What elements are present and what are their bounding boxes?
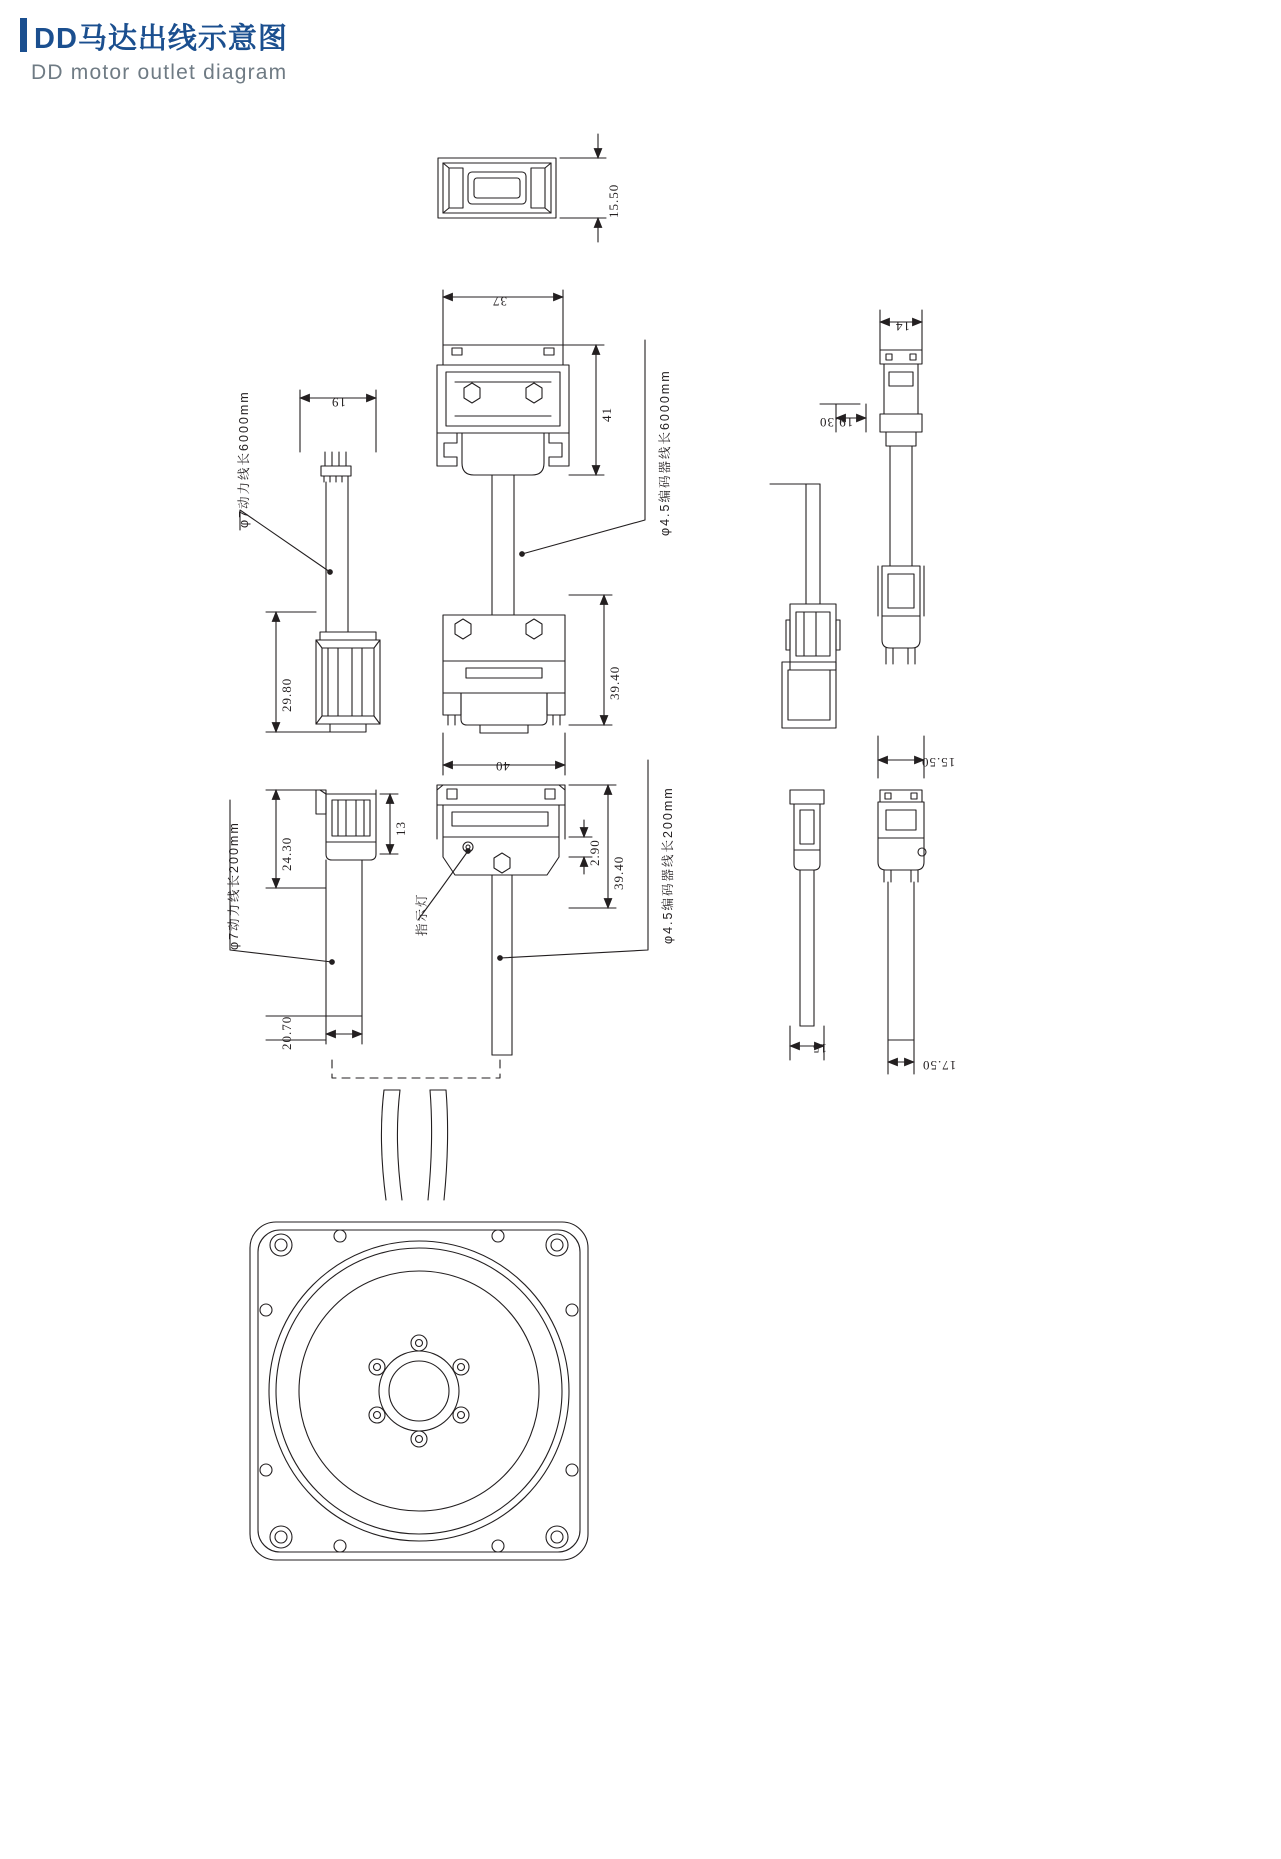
dim-label-19: 19	[331, 395, 346, 410]
dim-label-40: 40	[495, 759, 510, 774]
power-connector-bottom-view	[316, 790, 376, 1016]
dim-17-50	[888, 1040, 914, 1074]
dim-24-30	[266, 790, 326, 888]
motor-connection-dashed	[332, 1060, 500, 1078]
dim-label-20-70: 20.70	[279, 1015, 294, 1050]
encoder-connector-top-view	[437, 345, 569, 595]
encoder-connector-bottom-view	[437, 785, 565, 1055]
page-subtitle: DD motor outlet diagram	[31, 61, 288, 84]
dim-label-29-80: 29.80	[279, 677, 294, 712]
right-encoder-connector-bottom	[878, 790, 926, 1040]
dim-label-15-50-right: 15.50	[921, 755, 956, 770]
callout-indicator-lamp: 指示灯	[415, 892, 429, 936]
power-connector-top-view	[316, 452, 380, 732]
encoder-connector-mid-view	[443, 595, 565, 733]
dim-label-19-30: 19.30	[819, 415, 854, 430]
motor-face-view	[250, 1222, 588, 1560]
right-encoder-connector-top	[878, 350, 924, 664]
dim-label-14: 14	[895, 319, 910, 334]
dim-label-39-40-upper: 39.40	[607, 665, 622, 700]
dim-label-17-50: 17.50	[922, 1058, 957, 1073]
page-title: DD马达出线示意图	[34, 23, 288, 55]
right-power-connector-bottom	[790, 790, 824, 1026]
callout-encoder-cable-6000: φ4.5编码器线长6000mm	[658, 369, 672, 536]
dim-39-40-upper	[569, 595, 612, 725]
top-connector-view	[438, 158, 556, 218]
dim-label-39-40-lower: 39.40	[611, 855, 626, 890]
dim-15-50	[560, 134, 606, 242]
dim-label-15: 15	[812, 1041, 827, 1056]
dim-label-15-50: 15.50	[606, 183, 621, 218]
callout-power-cable-6000: φ7动力线长6000mm	[237, 390, 251, 528]
dim-29-80	[266, 612, 330, 732]
right-power-connector-top	[782, 484, 840, 728]
callout-encoder-cable-200: φ4.5编码器线长200mm	[661, 786, 675, 944]
dim-label-37: 37	[492, 294, 507, 309]
dim-label-13: 13	[393, 821, 408, 836]
callout-power-cable-200: φ7动力线长200mm	[227, 821, 241, 950]
dim-15-50-right	[878, 736, 924, 778]
motor-cables	[381, 1090, 447, 1200]
dim-label-24-30: 24.30	[279, 836, 294, 871]
dim-label-41: 41	[599, 407, 614, 422]
dim-label-2-90: 2.90	[587, 839, 602, 866]
